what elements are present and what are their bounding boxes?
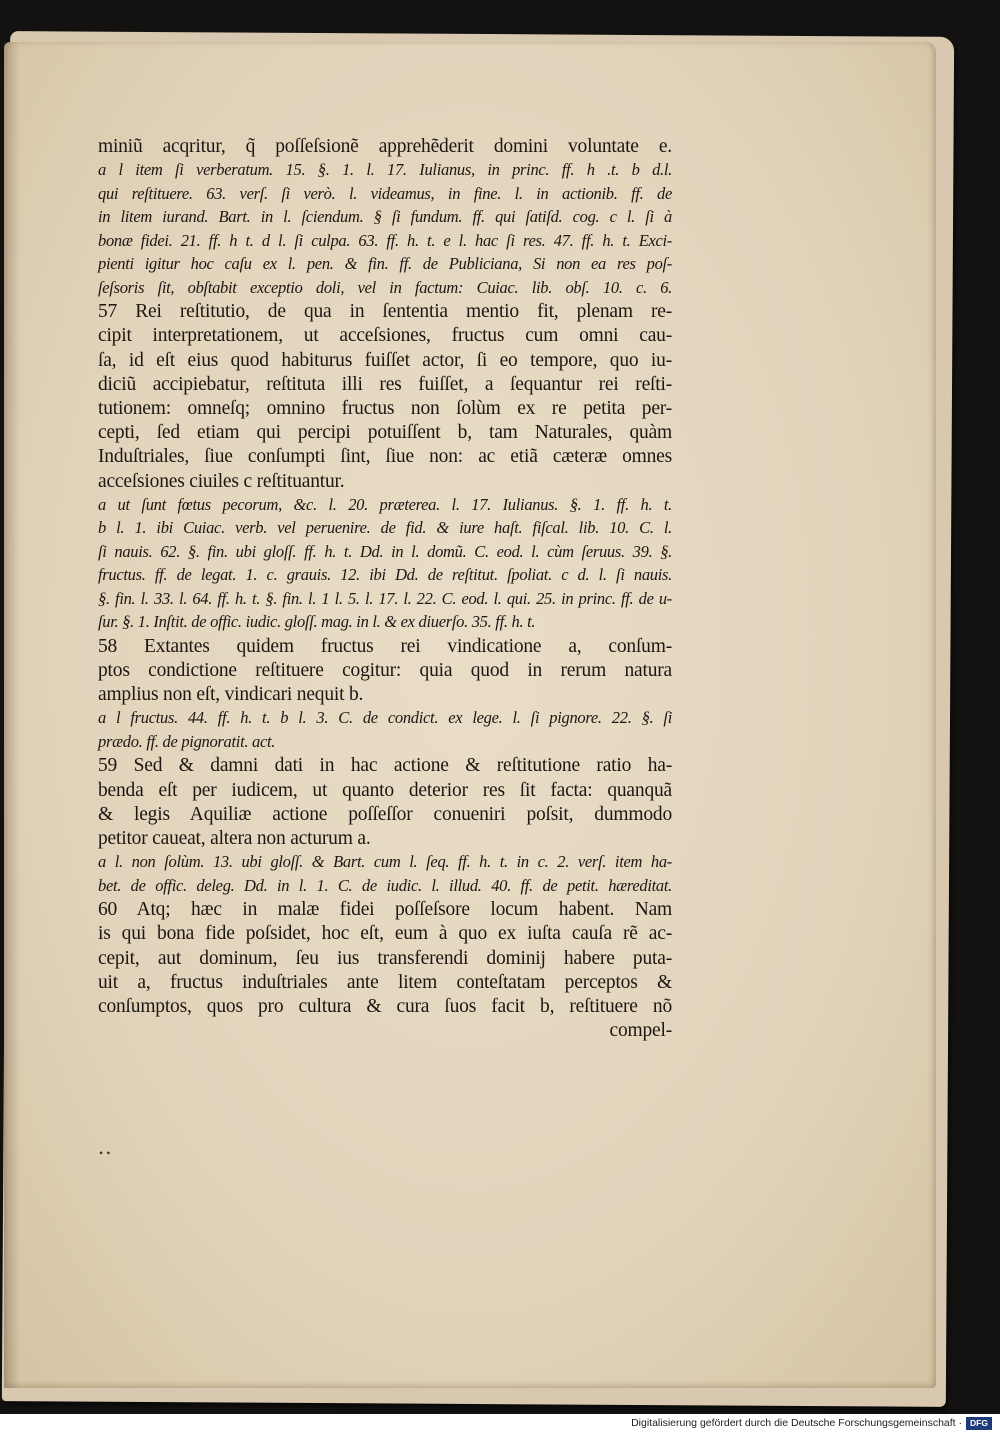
footnote-line: a l item ſi verberatum. 15. §. 1. l. 17. Iulianus, in princ. ff. h .t. b d.l. — [98, 160, 672, 180]
body-text-line: benda eſt per iudicem, ut quanto deterior res ſit facta: quanquã — [98, 779, 672, 801]
footnote-line: ſeſsoris ſit, obſtabit exceptio doli, vel in factum: Cuiac. lib. obſ. 10. c. 6. — [98, 277, 672, 297]
body-text-line: uit a, fructus induſtriales ante litem conteſtatam perceptos & — [98, 971, 672, 993]
body-text-line: ptos condictione reſtituere cogitur: quia quod in rerum natura — [98, 660, 672, 681]
footnote-line: prædo. ff. de pignoratit. act. — [98, 731, 276, 751]
body-text-line: cepti, ſed etiam qui percipi potuiſſent b, tam Naturales, quàm — [98, 422, 672, 444]
footnote-line: a l. non ſolùm. 13. ubi gloſſ. & Bart. cum l. ſeq. ff. h. t. in c. 2. verſ. item ha- — [98, 852, 672, 872]
footnote-line: qui reſtituere. 63. verſ. ſi verò. l. videamus, in fine. l. in actionib. ff. de — [98, 183, 672, 203]
body-text-line: 60 Atq; hæc in malæ fidei poſſeſsore locum habent. Nam — [98, 899, 672, 921]
footnote-line: bonæ fidei. 21. ff. h t. d l. ſi culpa. 63. ff. h. t. e l. hac ſi res. 47. ff. h. t. Exci- — [98, 230, 672, 250]
footer-bar — [0, 1414, 1000, 1434]
footnote-line: ſur. §. 1. Inſtit. de offic. iudic. gloſſ. mag. in l. & ex diuerſo. 35. ff. h. t. — [98, 612, 536, 632]
body-text-line: cepit, aut dominum, ſeu ius transferendi dominij habere puta- — [98, 947, 672, 969]
footnote-line: b l. 1. ibi Cuiac. verb. vel peruenire. de fid. & iure haſt. fiſcal. lib. 10. C. l. — [98, 518, 672, 538]
body-text-line: cipit interpretationem, ut acceſsiones, fructus cum omni cau- — [98, 325, 672, 347]
footnote-line: ſi nauis. 62. §. fin. ubi gloſſ. ff. h. t. Dd. in l. domũ. C. eod. l. cùm ſeruus. 39. §. — [98, 541, 672, 561]
body-text-line: conſumptos, quos pro cultura & cura ſuos facit b, reſtituere nõ — [98, 996, 672, 1017]
dfg-logo-icon: DFG — [966, 1417, 992, 1430]
footer-credit: Digitalisierung gefördert durch die Deutsche Forschungsgemeinschaft · — [631, 1417, 962, 1429]
body-text-line: & legis Aquiliæ actione poſſeſſor conueniri poſsit, dummodo — [98, 803, 672, 825]
footnote-line: a ut ſunt fœtus pecorum, &c. l. 20. præterea. l. 17. Iulianus. §. 1. ff. h. t. — [98, 494, 672, 514]
body-text-line: amplius non eſt, vindicari nequit b. — [98, 684, 364, 706]
page-specks: • • — [99, 1146, 111, 1160]
body-text-line: ſa, id eſt eius quod habiturus fuiſſet actor, ſi eo tempore, quo iu- — [98, 349, 672, 371]
footnote-line: in litem iurand. Bart. in l. ſciendum. § ſi fundum. ff. qui ſatiſd. cog. c l. ſi à — [98, 207, 672, 227]
body-text-line: diciũ accipiebatur, reſtituta illi res fuiſſet, a ſequantur rei reſti- — [98, 373, 672, 395]
body-text-line: 59 Sed & damni dati in hac actione & reſtitutione ratio ha- — [98, 755, 672, 777]
footnote-line: bet. de offic. deleg. Dd. in l. 1. C. de iudic. l. illud. 40. ff. de petit. hæreditat. — [98, 875, 672, 895]
footnote-line: pienti igitur hoc caſu ex l. pen. & fin. ff. de Publiciana, Si non ea res poſ- — [98, 254, 672, 274]
catchword: compel- — [609, 1020, 672, 1042]
body-text-line: miniũ acqritur, q̃ poſſeſsionẽ apprehẽderit domini voluntate e. — [98, 136, 672, 157]
footnote-line: fructus. ff. de legat. 1. c. grauis. 12. ibi Dd. de reſtitut. ſpoliat. c d. l. ſi nauis. — [98, 565, 672, 585]
body-text-line: tutionem: omneſq; omnino fructus non ſolùm ex re petita per- — [98, 398, 672, 419]
body-text-line: acceſsiones ciuiles c reſtituantur. — [98, 470, 345, 492]
body-text-line: 57 Rei reſtitutio, de qua in ſententia mentio fit, plenam re- — [98, 301, 672, 323]
body-text-line: is qui bona fide poſsidet, hoc eſt, eum à quo ex iuſta cauſa rẽ ac- — [98, 923, 672, 945]
body-text-line: 58 Extantes quidem fructus rei vindicatione a, conſum- — [98, 635, 672, 657]
body-text-line: Induſtriales, ſiue conſumpti ſint, ſiue non: ac etiã cæteræ omnes — [98, 446, 672, 468]
footnote-line: §. fin. l. 33. l. 64. ff. h. t. §. fin. l. 1 l. 5. l. 17. l. 22. C. eod. l. qui. 25. in princ. ff. de u- — [98, 588, 672, 608]
book-page — [4, 42, 936, 1388]
footnote-line: a l fructus. 44. ff. h. t. b l. 3. C. de condict. ex lege. l. ſi pignore. 22. §. ſi — [98, 708, 672, 728]
body-text-line: petitor caueat, altera non acturum a. — [98, 828, 371, 849]
